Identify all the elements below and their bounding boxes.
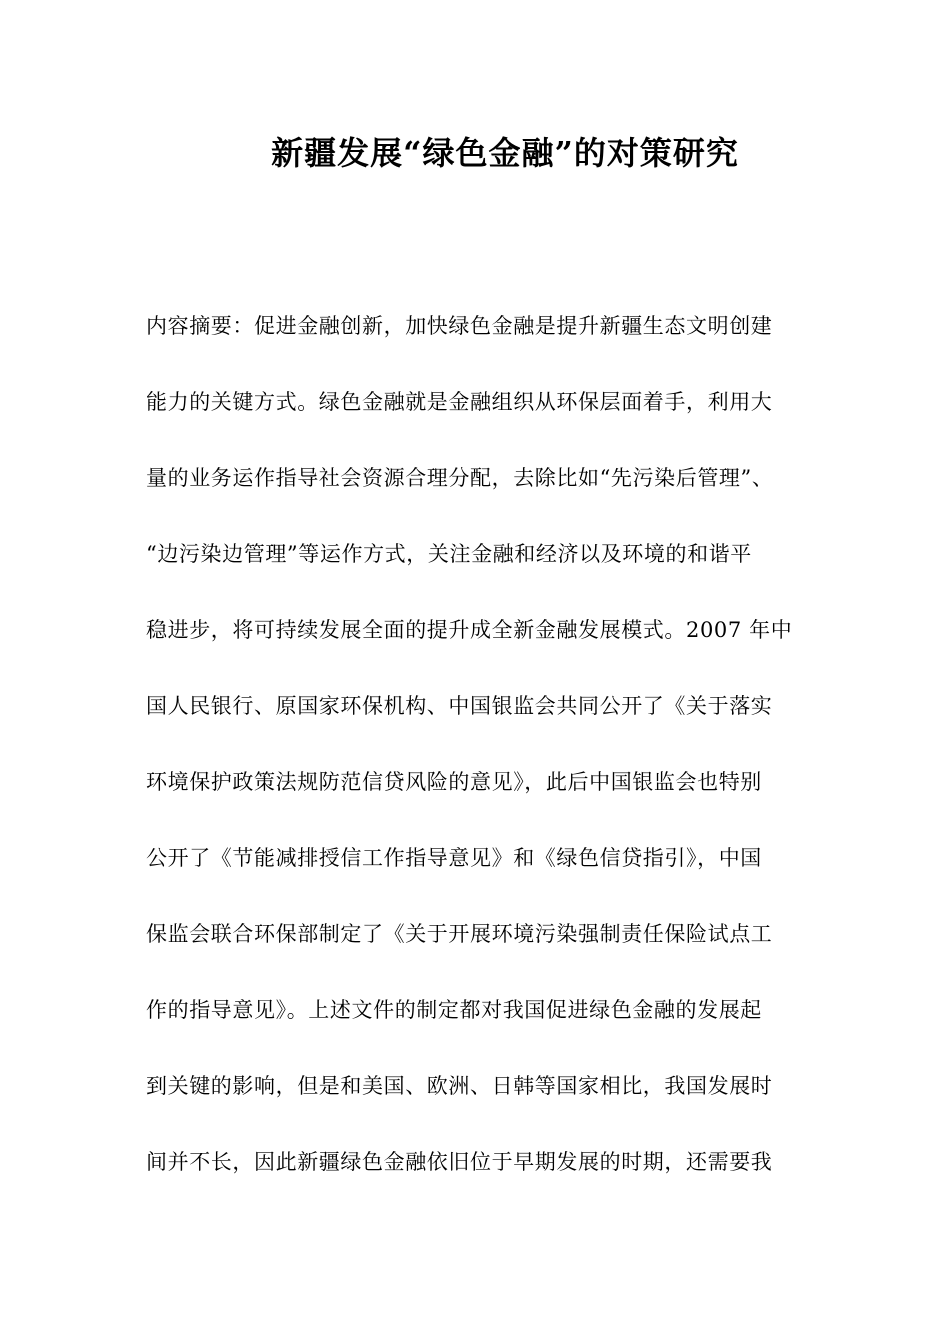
- abstract-line: 国人民银行、原国家环保机构、中国银监会共同公开了《关于落实: [146, 694, 773, 718]
- abstract-label: 内容摘要：促进: [146, 314, 298, 338]
- abstract-line: “边污染边管理”等运作方式，关注金融和经济以及环境的和谐平: [146, 542, 752, 566]
- abstract-line: [146, 302, 826, 378]
- abstract-line: 保监会联合环保部制定了《关于开展环境污染强制责任保险试点工: [146, 922, 773, 946]
- abstract-line-text: 金融创新，加快绿色金融是提升新疆生态文明创建: [297, 314, 773, 338]
- abstract-body: [146, 302, 826, 1214]
- abstract-line: 稳进步，将可持续发展全面的提升成全新金融发展模式。2007 年中: [146, 618, 793, 642]
- abstract-line: 间并不长，因此新疆绿色金融依旧位于早期发展的时期，还需要我: [146, 1150, 773, 1174]
- abstract-line: 公开了《节能减排授信工作指导意见》和《绿色信贷指引》，中国: [146, 846, 762, 870]
- abstract-line: 环境保护政策法规防范信贷风险的意见》，此后中国银监会也特别: [146, 770, 762, 794]
- abstract-line: 作的指导意见》。上述文件的制定都对我国促进绿色金融的发展起: [146, 998, 762, 1022]
- abstract-line: 能力的关键方式。绿色金融就是金融组织从环保层面着手，利用大: [146, 390, 773, 414]
- abstract-line: 到关键的影响，但是和美国、欧洲、日韩等国家相比，我国发展时: [146, 1074, 773, 1098]
- abstract-line: 量的业务运作指导社会资源合理分配，去除比如“先污染后管理”、: [146, 466, 774, 490]
- document-title: 新疆发展“绿色金融”的对策研究: [271, 134, 739, 172]
